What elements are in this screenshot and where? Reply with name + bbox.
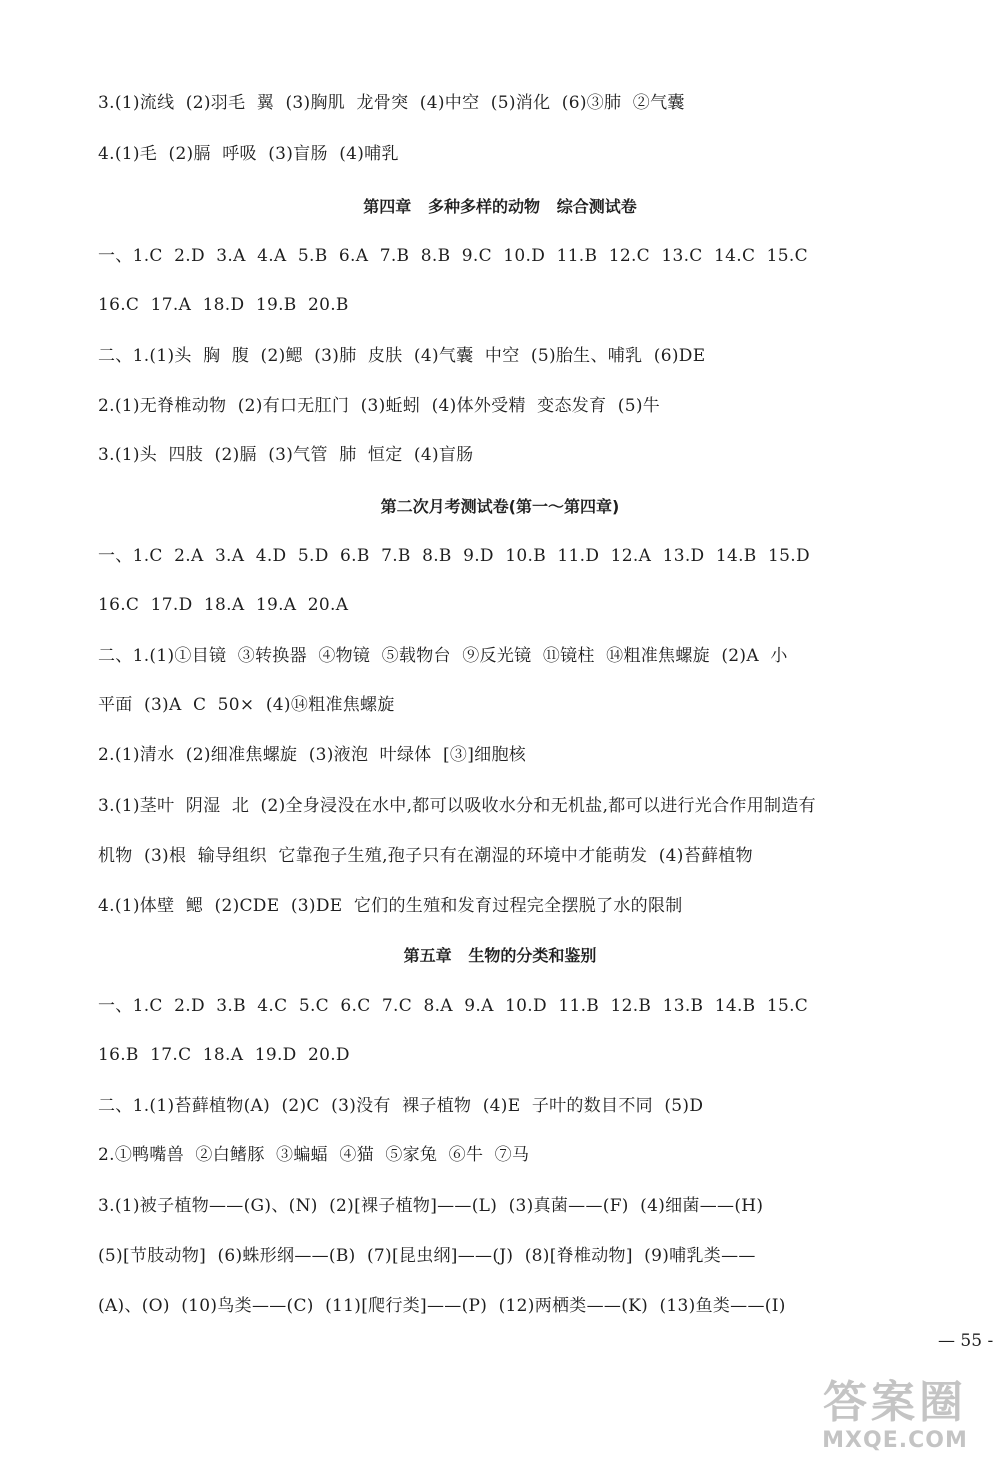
answer-line: 2.(1)无脊椎动物 (2)有口无肛门 (3)蚯蚓 (4)体外受精 变态发育 (5)牛 xyxy=(98,396,661,416)
answer-line: 二、1.(1)苔藓植物(A) (2)C (3)没有 裸子植物 (4)E 子叶的数目不同 (5)D xyxy=(98,1096,704,1116)
answer-line: 3.(1)茎叶 阴湿 北 (2)全身浸没在水中,都可以吸收水分和无机盐,都可以进行光合作用制造有 xyxy=(98,796,816,816)
answer-line: 16.B 17.C 18.A 19.D 20.D xyxy=(98,1045,350,1065)
watermark-logo: 答案圈 xyxy=(823,1377,967,1428)
answer-line: 2.①鸭嘴兽 ②白鳍豚 ③蝙蝠 ④猫 ⑤家兔 ⑥牛 ⑦马 xyxy=(98,1145,530,1165)
section-heading: 第四章 多种多样的动物 综合测试卷 xyxy=(363,197,637,216)
answer-line: 4.(1)毛 (2)膈 呼吸 (3)盲肠 (4)哺乳 xyxy=(98,144,399,164)
answer-line: 2.(1)清水 (2)细准焦螺旋 (3)液泡 叶绿体 [③]细胞核 xyxy=(98,745,527,765)
answer-line: (A)、(O) (10)鸟类——(C) (11)[爬行类]——(P) (12)两栖类——(K) (13)鱼类——(I) xyxy=(98,1296,786,1316)
answer-line: 二、1.(1)①目镜 ③转换器 ④物镜 ⑤载物台 ⑨反光镜 ⑪镜柱 ⑭粗准焦螺旋 (2)A 小 xyxy=(98,646,788,666)
section-heading: 第二次月考测试卷(第一～第四章) xyxy=(380,497,620,516)
answer-line: 机物 (3)根 输导组织 它靠孢子生殖,孢子只有在潮湿的环境中才能萌发 (4)苔藓植物 xyxy=(98,846,753,866)
section-heading: 第五章 生物的分类和鉴别 xyxy=(403,946,597,965)
answer-line: 3.(1)头 四肢 (2)膈 (3)气管 肺 恒定 (4)盲肠 xyxy=(98,445,474,465)
answer-line: 一、1.C 2.D 3.B 4.C 5.C 6.C 7.C 8.A 9.A 10.D 11.B 12.B 13.B 14.B 15.C xyxy=(98,996,809,1016)
answer-line: 16.C 17.D 18.A 19.A 20.A xyxy=(98,595,349,615)
answer-line: 平面 (3)A C 50× (4)⑭粗准焦螺旋 xyxy=(98,695,395,715)
page-number: — 55 - xyxy=(938,1331,994,1351)
answer-line: 3.(1)流线 (2)羽毛 翼 (3)胸肌 龙骨突 (4)中空 (5)消化 (6)③肺 ②气囊 xyxy=(98,93,685,113)
answer-line: (5)[节肢动物] (6)蛛形纲——(B) (7)[昆虫纲]——(J) (8)[脊椎动物] (9)哺乳类—— xyxy=(98,1246,756,1266)
watermark xyxy=(800,1378,990,1454)
answer-line: 16.C 17.A 18.D 19.B 20.B xyxy=(98,295,349,315)
watermark-url: MXQE.COM xyxy=(822,1428,968,1453)
answer-line: 一、1.C 2.D 3.A 4.A 5.B 6.A 7.B 8.B 9.C 10.D 11.B 12.C 13.C 14.C 15.C xyxy=(98,246,808,266)
answer-line: 4.(1)体壁 鳃 (2)CDE (3)DE 它们的生殖和发育过程完全摆脱了水的限制 xyxy=(98,896,683,916)
answer-line: 二、1.(1)头 胸 腹 (2)鳃 (3)肺 皮肤 (4)气囊 中空 (5)胎生、哺乳 (6)DE xyxy=(98,346,706,366)
answer-line: 一、1.C 2.A 3.A 4.D 5.D 6.B 7.B 8.B 9.D 10.B 11.D 12.A 13.D 14.B 15.D xyxy=(98,546,810,566)
answer-line: 3.(1)被子植物——(G)、(N) (2)[裸子植物]——(L) (3)真菌——(F) (4)细菌——(H) xyxy=(98,1196,764,1216)
